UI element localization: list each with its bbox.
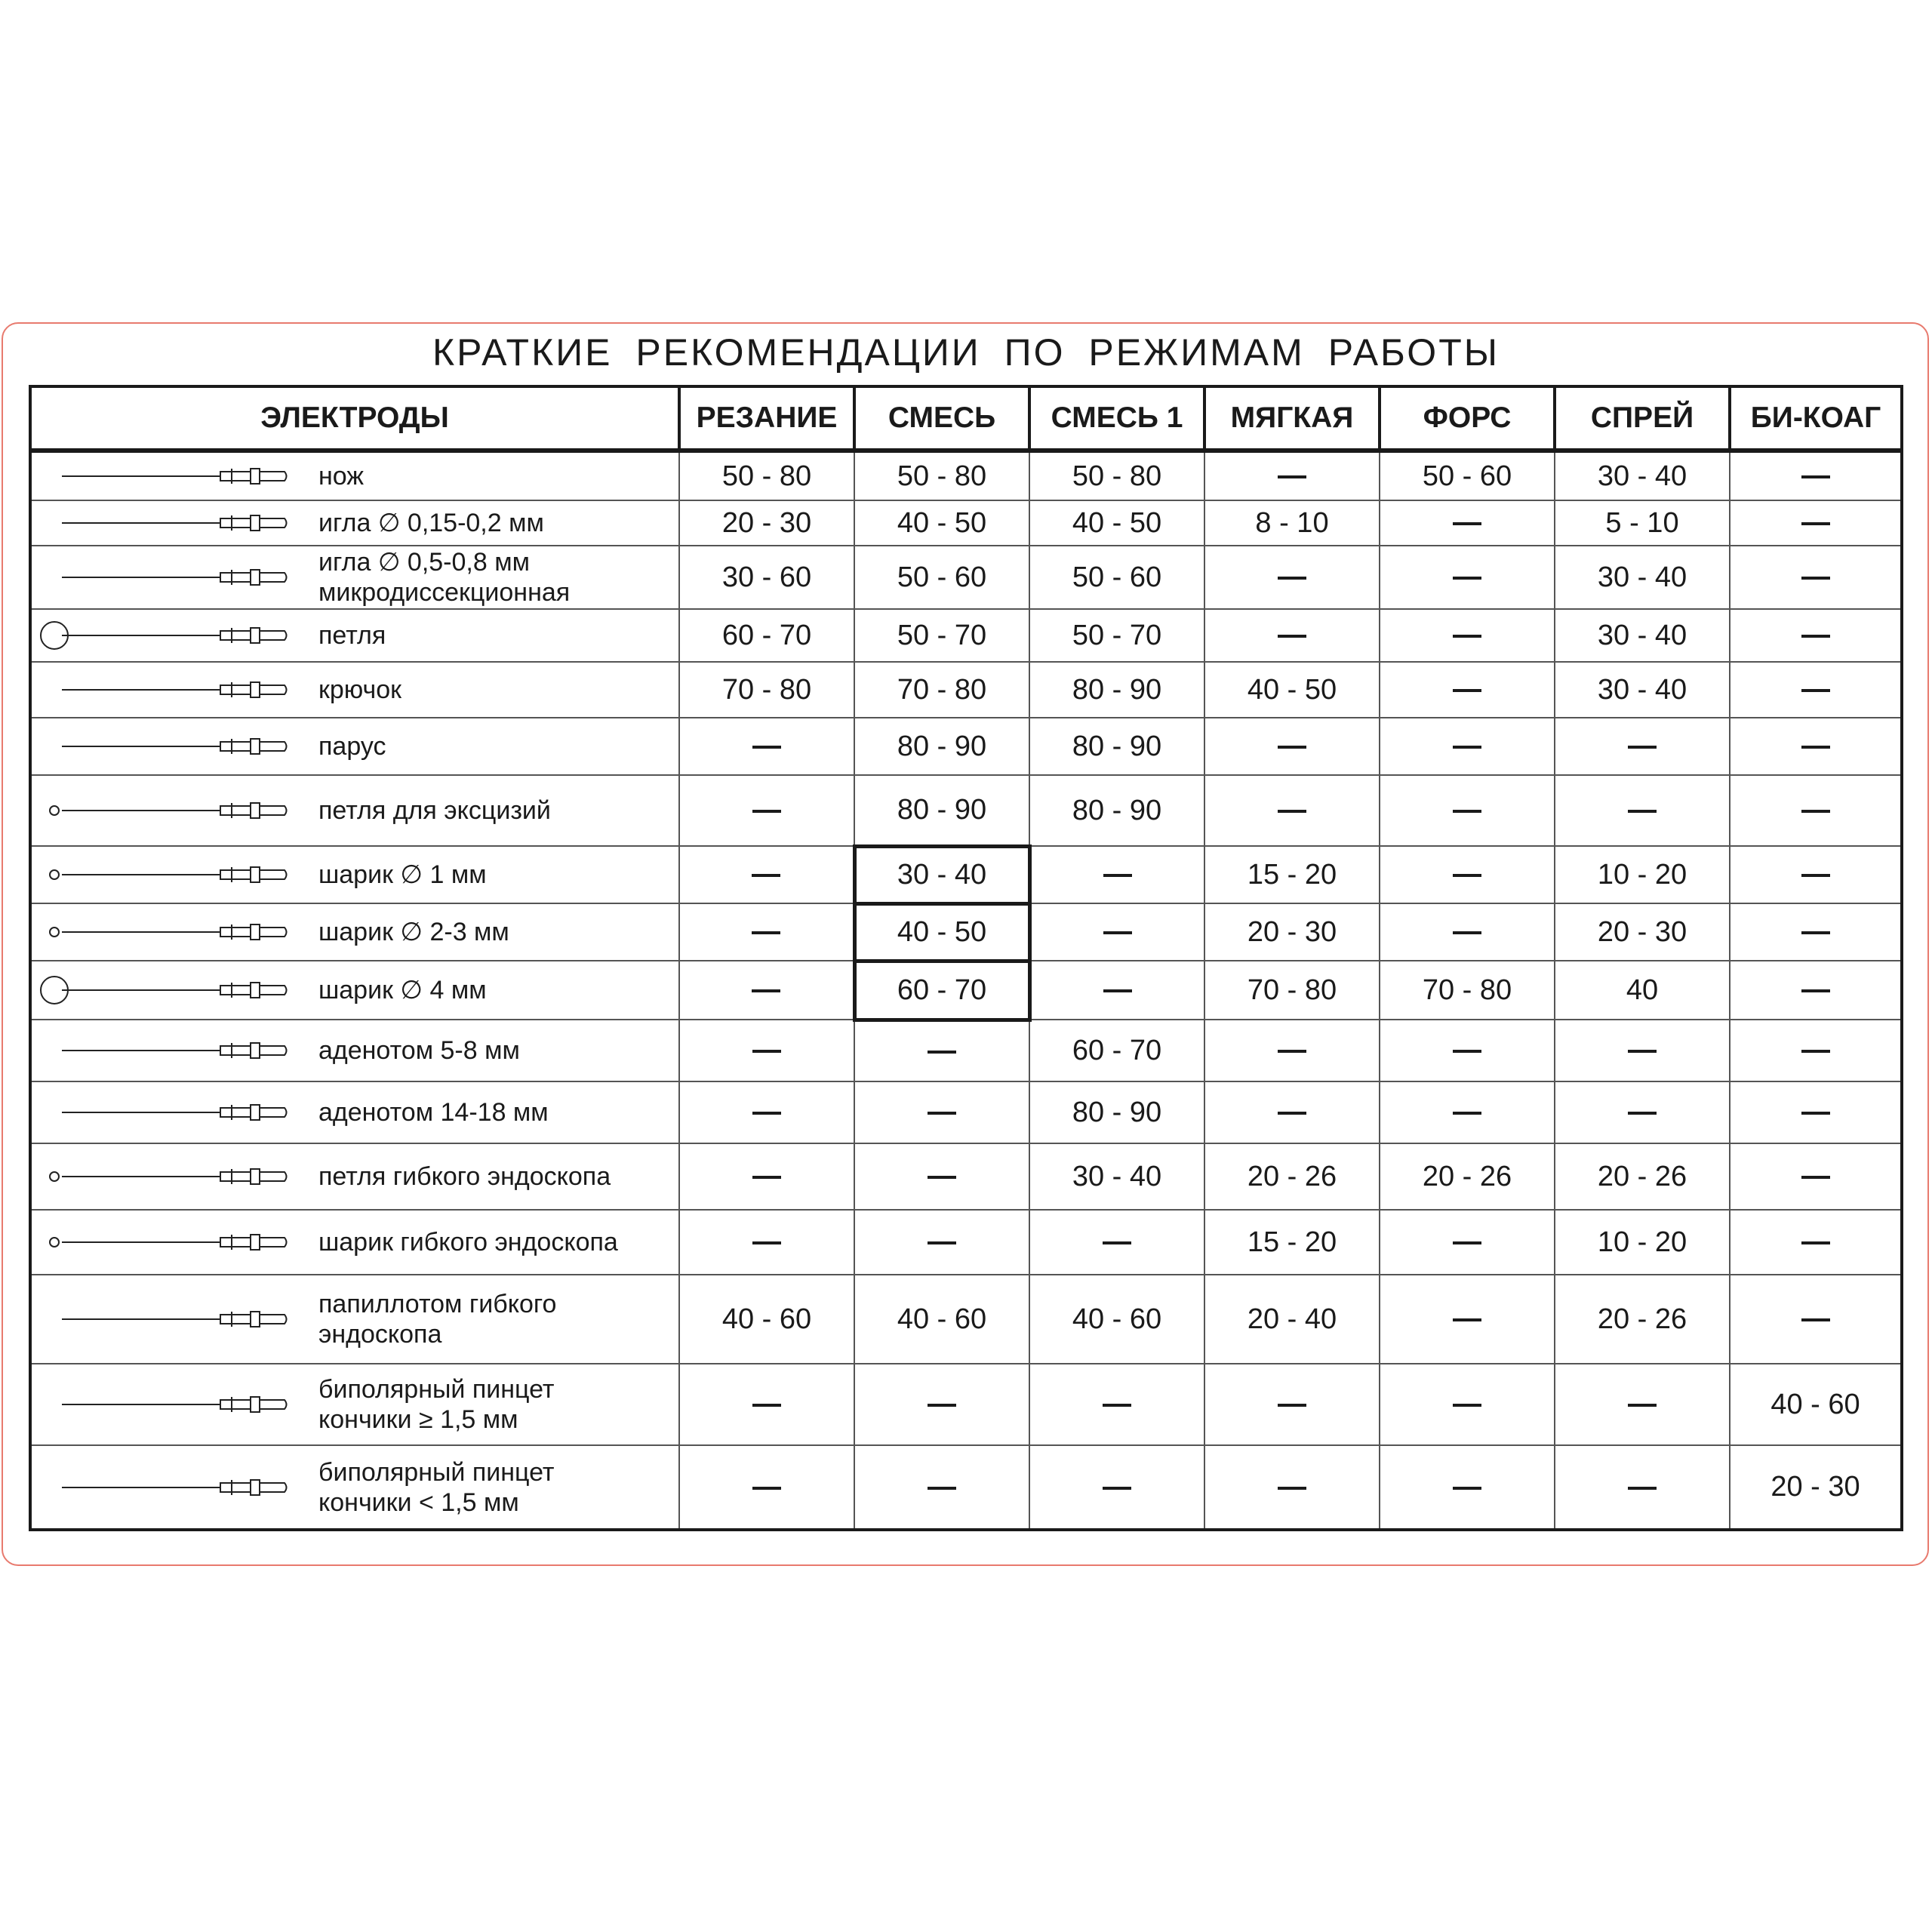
table-row [30,609,1902,662]
value-cell: 10 - 20 [1555,1210,1730,1275]
table-row [30,546,1902,609]
table-row [30,1081,1902,1143]
electrode-cell [30,1364,679,1445]
value-cell [1555,775,1730,846]
dash-mark [1801,1241,1830,1244]
value-cell [1730,775,1902,846]
column-header: СМЕСЬ [854,386,1029,451]
dash-mark [1628,1487,1657,1490]
value-cell [854,1364,1029,1445]
dash-mark [1801,1050,1830,1053]
electrode-name: шарик ∅ 1 мм [318,860,487,889]
value-cell [1555,718,1730,775]
value-cell: 70 - 80 [1204,961,1380,1020]
electrode-label [318,547,570,608]
electrode-name: биполярный пинцет [318,1375,555,1404]
sail-electrode-icon [32,728,318,765]
electrode-name: игла ∅ 0,15-0,2 мм [318,509,544,537]
dash-mark [1453,522,1481,525]
value-cell [1380,846,1555,903]
table-row [30,1143,1902,1210]
value-cell: 20 - 30 [1204,903,1380,961]
electrode-cell [30,1020,679,1081]
value-cell: 20 - 26 [1555,1143,1730,1210]
modes-table [29,385,1903,1531]
value-cell: 50 - 70 [1029,609,1204,662]
dash-mark [752,874,780,877]
dash-mark [1103,989,1132,992]
dash-mark [752,1050,781,1053]
table-row [30,961,1902,1020]
value-cell [679,775,854,846]
electrode-label [318,1457,554,1518]
value-cell [854,1210,1029,1275]
table-row [30,846,1902,903]
microdissection-needle-icon [32,558,318,596]
dash-mark [1453,1318,1481,1321]
column-header: РЕЗАНИЕ [679,386,854,451]
value-cell [1730,1020,1902,1081]
value-cell [679,1210,854,1275]
dash-mark [1453,1050,1481,1053]
value-cell [679,1020,854,1081]
value-cell [1555,1445,1730,1530]
value-cell [1380,1445,1555,1530]
dash-mark [1278,475,1306,478]
value-cell: 20 - 30 [1555,903,1730,961]
value-cell [1029,1445,1204,1530]
value-cell [1730,1275,1902,1364]
table-row [30,1364,1902,1445]
value-cell [1380,546,1555,609]
dash-mark [1278,577,1306,580]
value-cell [679,846,854,903]
value-cell: 40 - 60 [1730,1364,1902,1445]
value-cell [1204,1364,1380,1445]
electrode-cell [30,961,679,1020]
dash-mark [1453,1487,1481,1490]
value-cell: 30 - 60 [679,546,854,609]
value-cell: 30 - 40 [1555,546,1730,609]
value-cell: 80 - 90 [1029,662,1204,718]
value-cell: 50 - 60 [1029,546,1204,609]
dash-mark [1801,475,1830,478]
value-cell: 50 - 60 [854,546,1029,609]
value-cell: 5 - 10 [1555,500,1730,546]
value-cell: 20 - 30 [1730,1445,1902,1530]
value-cell: 20 - 26 [1555,1275,1730,1364]
electrode-label [318,860,487,890]
value-cell [1204,451,1380,500]
value-cell [1555,1364,1730,1445]
value-cell [679,718,854,775]
dash-mark [1103,1487,1131,1490]
dash-mark [928,1176,956,1179]
value-cell [1380,1275,1555,1364]
value-cell [1730,500,1902,546]
value-cell [1730,718,1902,775]
value-cell [1029,903,1204,961]
dash-mark [928,1241,956,1244]
value-cell: 40 - 60 [679,1275,854,1364]
value-cell [1730,1081,1902,1143]
table-row [30,903,1902,961]
electrode-label [318,917,509,947]
dash-mark [928,1404,956,1407]
value-cell [1380,1364,1555,1445]
dash-mark [752,989,780,992]
value-cell [854,1143,1029,1210]
value-cell [1380,609,1555,662]
value-cell [854,1445,1029,1530]
dash-mark [1628,1404,1657,1407]
dash-mark [1103,874,1132,877]
dash-mark [1453,931,1481,934]
electrode-name: шарик ∅ 4 мм [318,976,487,1004]
dash-mark [928,1112,956,1115]
electrode-name: парус [318,732,386,761]
electrode-name: аденотом 5-8 мм [318,1036,520,1065]
dash-mark [1278,635,1306,638]
value-cell: 60 - 70 [854,961,1029,1020]
value-cell [1204,609,1380,662]
value-cell: 80 - 90 [854,718,1029,775]
value-cell [1029,846,1204,903]
header-row [30,386,1902,451]
value-cell [1380,903,1555,961]
dash-mark [752,1487,781,1490]
value-cell: 40 - 60 [1029,1275,1204,1364]
dash-mark [928,1487,956,1490]
value-cell [1029,961,1204,1020]
dash-mark [1453,635,1481,638]
value-cell: 50 - 60 [1380,451,1555,500]
dash-mark [1801,522,1830,525]
electrode-label [318,461,364,491]
value-cell [1204,1445,1380,1530]
table-row [30,1210,1902,1275]
dash-mark [1628,810,1657,813]
electrode-cell [30,1210,679,1275]
needle-electrode-icon [32,504,318,542]
bipolar-forceps-small-icon [32,1469,318,1506]
table-row [30,1445,1902,1530]
electrode-cell [30,775,679,846]
dash-mark [1278,1050,1306,1053]
value-cell [679,1081,854,1143]
dash-mark [1278,1404,1306,1407]
dash-mark [1801,810,1830,813]
value-cell [854,1020,1029,1081]
value-cell [1730,846,1902,903]
dash-mark [1801,635,1830,638]
value-cell: 80 - 90 [1029,1081,1204,1143]
value-cell [1380,1210,1555,1275]
electrode-label [318,975,487,1005]
electrode-name: петля гибкого эндоскопа [318,1162,611,1191]
value-cell [679,1143,854,1210]
column-header: БИ-КОАГ [1730,386,1902,451]
column-header: МЯГКАЯ [1204,386,1380,451]
dash-mark [1453,746,1481,749]
value-cell [1204,718,1380,775]
dash-mark [1628,1050,1657,1053]
value-cell [1730,609,1902,662]
dash-mark [1453,577,1481,580]
dash-mark [1628,746,1657,749]
endoscope-ball-icon [32,1223,318,1261]
electrode-cell [30,662,679,718]
value-cell: 30 - 40 [1029,1143,1204,1210]
electrode-cell [30,903,679,961]
value-cell: 40 [1555,961,1730,1020]
electrode-cell [30,500,679,546]
value-cell [1029,1210,1204,1275]
electrode-name-detail: кончики < 1,5 мм [318,1487,519,1517]
dash-mark [752,810,781,813]
value-cell [1204,546,1380,609]
table-row [30,718,1902,775]
electrode-name: шарик гибкого эндоскопа [318,1228,618,1257]
electrode-label [318,675,401,705]
dash-mark [1801,931,1830,934]
value-cell: 20 - 30 [679,500,854,546]
adenotome-icon [32,1032,318,1069]
electrode-cell [30,451,679,500]
page-title: КРАТКИЕ РЕКОМЕНДАЦИИ ПО РЕЖИМАМ РАБОТЫ [432,331,1500,374]
electrode-label [318,1227,618,1257]
dash-mark [752,1112,781,1115]
electrode-name: нож [318,462,365,491]
value-cell [1730,961,1902,1020]
value-cell: 50 - 80 [854,451,1029,500]
value-cell: 50 - 80 [1029,451,1204,500]
value-cell [1029,1364,1204,1445]
endoscope-loop-icon [32,1158,318,1195]
electrode-label [318,731,386,761]
value-cell: 30 - 40 [1555,609,1730,662]
electrode-cell [30,609,679,662]
electrode-name: игла ∅ 0,5-0,8 мм [318,548,530,577]
value-cell [1380,775,1555,846]
table-row [30,662,1902,718]
electrode-name-detail: эндоскопа [318,1320,442,1349]
value-cell [1730,451,1902,500]
electrode-label [318,508,544,538]
dash-mark [1801,1112,1830,1115]
value-cell [1555,1020,1730,1081]
electrode-name-detail: микродиссекционная [318,578,571,607]
value-cell: 40 - 60 [854,1275,1029,1364]
electrode-label [318,1035,520,1066]
electrode-cell [30,1275,679,1364]
dash-mark [1801,874,1830,877]
value-cell [1204,775,1380,846]
value-cell: 50 - 70 [854,609,1029,662]
value-cell [1380,718,1555,775]
electrode-cell [30,718,679,775]
value-cell: 15 - 20 [1204,1210,1380,1275]
value-cell [1555,1081,1730,1143]
hook-electrode-icon [32,671,318,709]
value-cell: 40 - 50 [1029,500,1204,546]
value-cell [1730,662,1902,718]
dash-mark [752,1241,781,1244]
value-cell [679,1445,854,1530]
dash-mark [1801,746,1830,749]
electrode-name: папиллотом гибкого [318,1290,557,1318]
value-cell [854,1081,1029,1143]
loop-electrode-icon [32,617,318,654]
dash-mark [1801,689,1830,692]
dash-mark [1278,746,1306,749]
electrode-cell [30,846,679,903]
electrode-label [318,1161,611,1192]
value-cell: 70 - 80 [1380,961,1555,1020]
column-header: ЭЛЕКТРОДЫ [30,386,679,451]
value-cell: 20 - 40 [1204,1275,1380,1364]
bipolar-forceps-large-icon [32,1386,318,1423]
electrode-name-detail: кончики ≥ 1,5 мм [318,1405,518,1434]
electrode-label [318,620,386,651]
dash-mark [1453,1241,1481,1244]
value-cell: 60 - 70 [1029,1020,1204,1081]
value-cell [679,1364,854,1445]
value-cell [1380,1081,1555,1143]
column-header: СПРЕЙ [1555,386,1730,451]
adenotome-large-icon [32,1094,318,1131]
value-cell [679,903,854,961]
electrode-name: крючок [318,675,402,704]
value-cell [1380,500,1555,546]
value-cell: 15 - 20 [1204,846,1380,903]
ball-electrode-4mm-icon [32,971,318,1009]
dash-mark [1453,689,1481,692]
electrode-name: аденотом 14-18 мм [318,1098,549,1127]
value-cell [1730,546,1902,609]
value-cell [1730,903,1902,961]
value-cell [1380,1020,1555,1081]
electrode-label [318,1097,549,1128]
value-cell [1204,1081,1380,1143]
electrode-name: шарик ∅ 2-3 мм [318,918,509,946]
dash-mark [1103,1404,1131,1407]
dash-mark [752,1176,781,1179]
electrode-name: петля для эксцизий [318,796,551,825]
value-cell: 50 - 80 [679,451,854,500]
electrode-label [318,1374,554,1435]
value-cell [1380,662,1555,718]
table-row [30,451,1902,500]
value-cell: 30 - 40 [1555,451,1730,500]
table-row [30,1275,1902,1364]
dash-mark [1801,1176,1830,1179]
column-header: ФОРС [1380,386,1555,451]
electrode-cell [30,1143,679,1210]
dash-mark [1103,1241,1131,1244]
ball-electrode-2mm-icon [32,913,318,951]
papillotome-icon [32,1300,318,1338]
column-header: СМЕСЬ 1 [1029,386,1204,451]
value-cell: 80 - 90 [1029,718,1204,775]
dash-mark [1453,810,1481,813]
dash-mark [1453,1112,1481,1115]
dash-mark [752,1404,781,1407]
electrode-label [318,795,551,826]
table-row [30,775,1902,846]
dash-mark [752,931,780,934]
ball-electrode-1mm-icon [32,856,318,894]
dash-mark [1278,810,1306,813]
value-cell: 8 - 10 [1204,500,1380,546]
dash-mark [1801,1318,1830,1321]
value-cell: 80 - 90 [1029,775,1204,846]
value-cell: 70 - 80 [854,662,1029,718]
dash-mark [752,746,781,749]
electrode-cell [30,1445,679,1530]
value-cell: 40 - 50 [854,500,1029,546]
electrode-name: петля [318,621,386,650]
value-cell: 40 - 50 [854,903,1029,961]
dash-mark [928,1051,956,1054]
value-cell: 10 - 20 [1555,846,1730,903]
dash-mark [1453,1404,1481,1407]
dash-mark [1103,931,1132,934]
value-cell [1730,1210,1902,1275]
dash-mark [1801,989,1830,992]
electrode-cell [30,1081,679,1143]
value-cell [1204,1020,1380,1081]
table-row [30,1020,1902,1081]
knife-electrode-icon [32,457,318,495]
dash-mark [1453,874,1481,877]
dash-mark [1801,577,1830,580]
electrode-name: биполярный пинцет [318,1457,555,1487]
dash-mark [1628,1112,1657,1115]
value-cell: 60 - 70 [679,609,854,662]
value-cell: 70 - 80 [679,662,854,718]
dash-mark [1278,1487,1306,1490]
dash-mark [1278,1112,1306,1115]
value-cell: 20 - 26 [1380,1143,1555,1210]
value-cell: 30 - 40 [854,846,1029,903]
value-cell: 80 - 90 [854,775,1029,846]
table-row [30,500,1902,546]
value-cell [1730,1143,1902,1210]
electrode-label [318,1289,556,1349]
value-cell: 40 - 50 [1204,662,1380,718]
electrode-cell [30,546,679,609]
value-cell: 20 - 26 [1204,1143,1380,1210]
excision-loop-icon [32,792,318,829]
value-cell [679,961,854,1020]
value-cell: 30 - 40 [1555,662,1730,718]
